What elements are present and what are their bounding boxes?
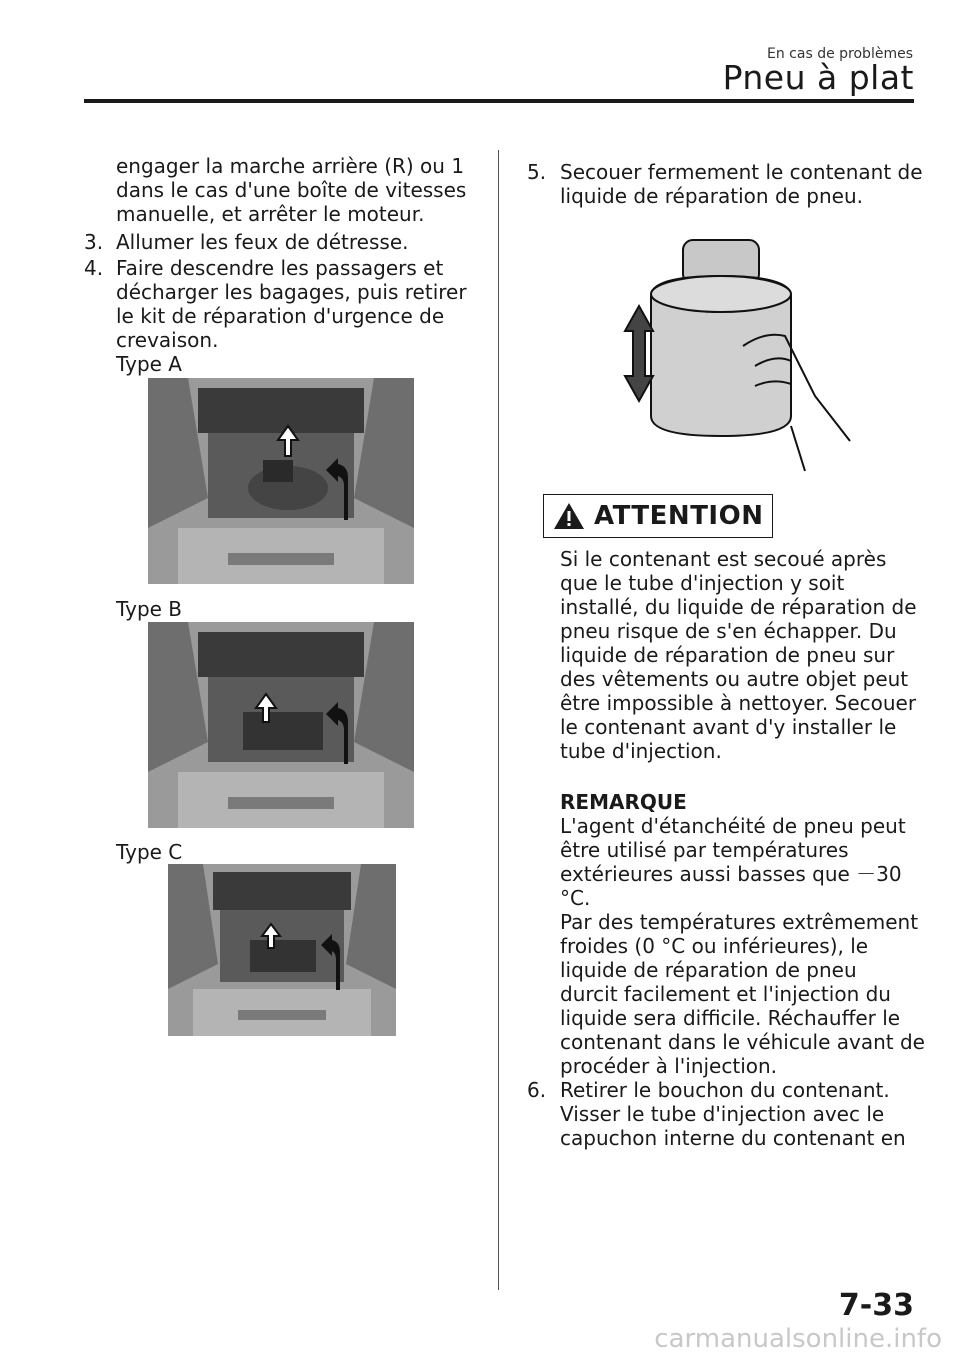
shake-bottle-illustration <box>615 236 855 486</box>
attention-box <box>543 494 773 538</box>
column-divider <box>498 150 499 1290</box>
type-c-trunk-image <box>168 864 396 1036</box>
step5-text: Secouer fermement le contenant de liquide de réparation de pneu. <box>560 160 923 208</box>
step6-number: 6. <box>527 1078 547 1102</box>
note-label: REMARQUE <box>560 790 687 814</box>
step4-text: Faire descendre les passagers et décharger les bagages, puis retirer le kit de réparation d'urgence de crevaison. <box>116 256 467 352</box>
type-b-trunk-image <box>148 622 414 828</box>
page-number: 7-33 <box>838 1288 914 1323</box>
page-title: Pneu à plat <box>722 58 914 97</box>
note-text: L'agent d'étanchéité de pneu peut être utilisé par températures extérieures aussi basses que －30 °C. Par des températures extrêmement froides (0 °C ou inférieures), le liquide de réparation de pneu durcit facilement et l'injection du liquide sera difficile. Réchauffer le contenant dans le véhicule avant de procéder à l'injection. <box>560 814 925 1078</box>
warning-triangle-icon <box>552 501 586 531</box>
header-rule <box>84 99 914 103</box>
type-a-trunk-image <box>148 378 414 584</box>
watermark: carmanualsonline.info <box>654 1324 942 1354</box>
step2-continuation: engager la marche arrière (R) ou 1 dans le cas d'une boîte de vitesses manuelle, et arrêter le moteur. <box>116 154 467 226</box>
type-b-label: Type B <box>116 597 183 621</box>
type-a-label: Type A <box>116 352 182 376</box>
step3-number: 3. <box>84 230 104 254</box>
step4-number: 4. <box>84 256 104 280</box>
type-c-label: Type C <box>116 840 183 864</box>
step5-number: 5. <box>527 160 547 184</box>
attention-label: ATTENTION <box>594 501 764 531</box>
attention-text: Si le contenant est secoué après que le tube d'injection y soit installé, du liquide de réparation de pneu risque de s'en échapper. Du liquide de réparation de pneu sur des vêtements ou autre objet peut être impossible à nettoyer. Secouer le contenant avant d'y installer le tube d'injection. <box>560 547 917 763</box>
header-section: En cas de problèmes <box>767 46 913 62</box>
step6-text: Retirer le bouchon du contenant. Visser le tube d'injection avec le capuchon interne du contenant en <box>560 1078 906 1150</box>
step3-text: Allumer les feux de détresse. <box>116 230 409 254</box>
